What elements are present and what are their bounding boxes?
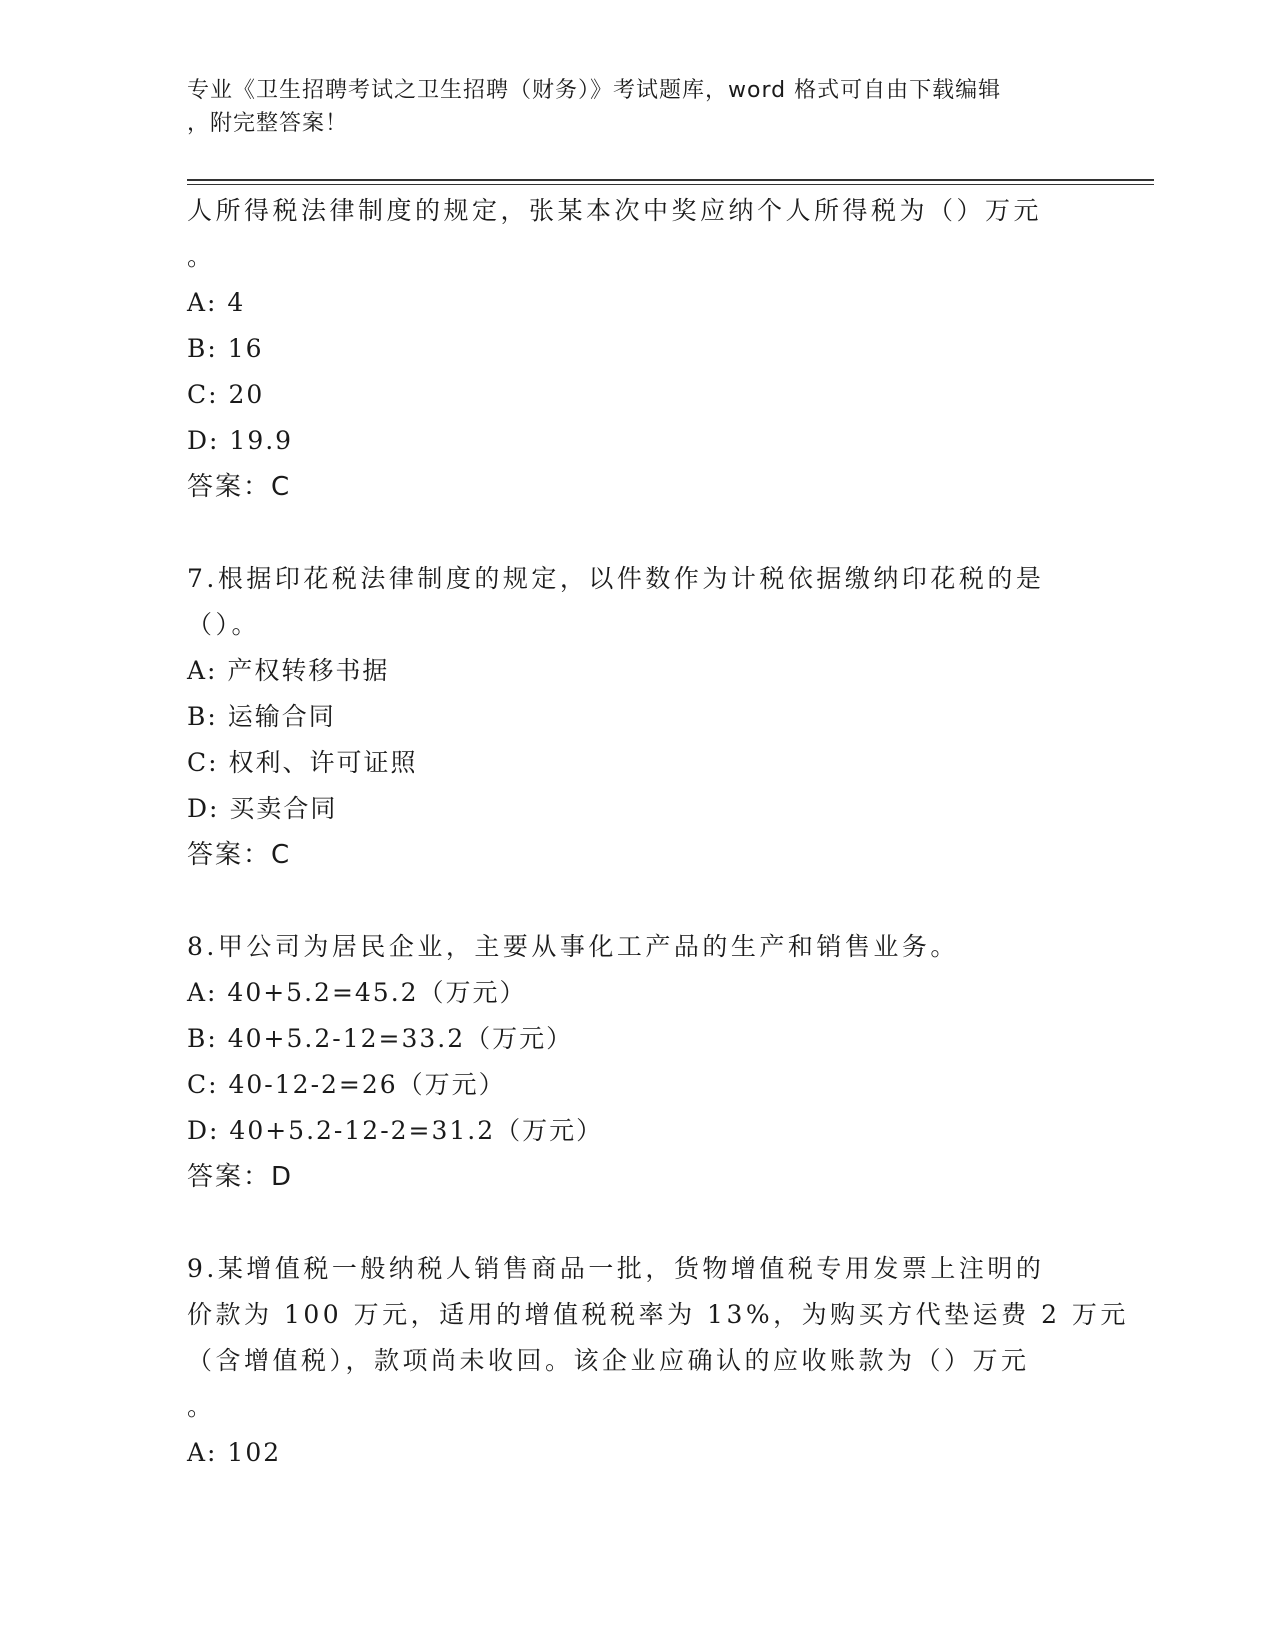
option-a: A: 102 [187,1438,282,1467]
option-d: D: 买卖合同 [187,794,338,823]
option-c: C: 权利、许可证照 [187,748,418,777]
spacer [187,1200,1067,1246]
question-text: 。 [187,242,216,271]
question-text: 人所得税法律制度的规定，张某本次中奖应纳个人所得税为（）万元 [187,196,1043,225]
header-divider-thick [187,179,1154,181]
question-7 [187,556,1067,878]
option-d: D: 19.9 [187,426,294,455]
option-d: D: 40+5.2-12-2=31.2（万元） [187,1116,604,1145]
spacer [187,878,1067,924]
header-line-1: 专业《卫生招聘考试之卫生招聘（财务）》考试题库，word 格式可自由下载编辑 [187,78,1002,103]
option-a: A: 产权转移书据 [187,656,390,685]
spacer [187,510,1067,556]
question-text: 8.甲公司为居民企业，主要从事化工产品的生产和销售业务。 [187,932,959,961]
option-c: C: 40-12-2=26（万元） [187,1070,506,1099]
question-9 [187,1246,1129,1476]
question-text: （含增值税），款项尚未收回。该企业应确认的应收账款为（）万元 [187,1346,1030,1375]
question-6 [187,188,1067,510]
answer: 答案：C [187,840,292,870]
header-line-2: ，附完整答案！ [187,111,349,136]
header-divider-thin [187,184,1154,185]
question-text: 价款为 100 万元，适用的增值税税率为 13%，为购买方代垫运费 2 万元 [187,1300,1129,1329]
question-text: 9.某增值税一般纳税人销售商品一批，货物增值税专用发票上注明的 [187,1254,1045,1283]
question-text: 7.根据印花税法律制度的规定，以件数作为计税依据缴纳印花税的是 [187,564,1045,593]
option-a: A: 40+5.2=45.2（万元） [187,978,527,1007]
option-b: B: 40+5.2-12=33.2（万元） [187,1024,574,1053]
document-header [187,74,1067,140]
option-c: C: 20 [187,380,265,409]
question-text: 。 [187,1392,216,1421]
question-8 [187,924,1067,1200]
option-b: B: 16 [187,334,264,363]
document-body [187,188,1129,1476]
option-b: B: 运输合同 [187,702,336,731]
answer: 答案：C [187,472,292,502]
question-text: （）。 [187,610,261,639]
answer: 答案：D [187,1162,294,1192]
option-a: A: 4 [187,288,246,317]
